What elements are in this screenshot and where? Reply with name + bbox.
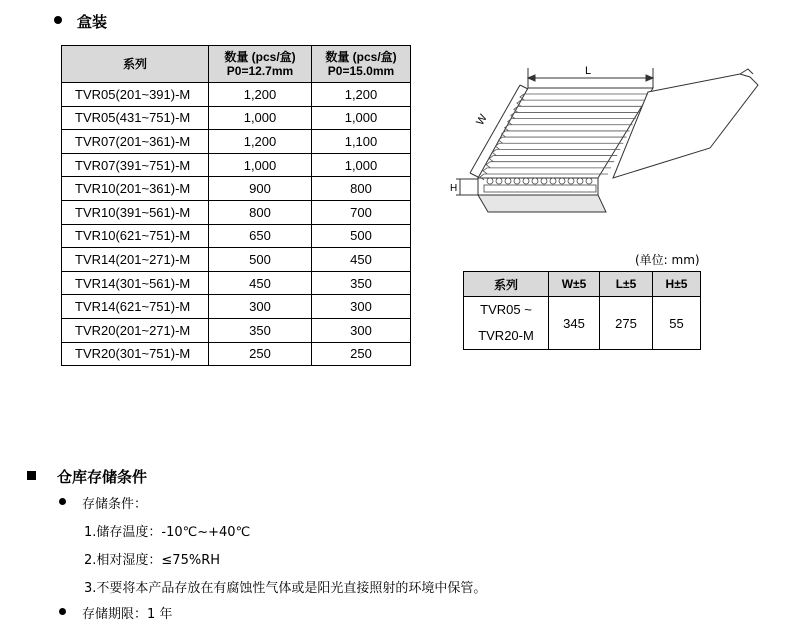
- series-cell: TVR05 ~ TVR20-M: [464, 297, 549, 350]
- qty-127-cell: 300: [209, 295, 312, 319]
- box-lid: [613, 74, 758, 178]
- header-l: L±5: [600, 272, 653, 297]
- qty-150-cell: 1,100: [312, 130, 411, 154]
- dim-l-arrow-right: [646, 75, 653, 81]
- qty-127-cell: 450: [209, 271, 312, 295]
- table-row: [62, 224, 411, 248]
- header-qty-127: 数量 (pcs/盒) P0=12.7mm: [209, 46, 312, 83]
- condition-humidity: 2.相对湿度：≤75%RH: [84, 553, 220, 568]
- qty-150-cell: 500: [312, 224, 411, 248]
- box-diagram: [448, 60, 768, 220]
- table-row: [62, 318, 411, 342]
- header-series: 系列: [464, 272, 549, 297]
- series-cell: TVR20(201~271)-M: [62, 318, 209, 342]
- series-cell: TVR05(201~391)-M: [62, 83, 209, 107]
- component-disc: [523, 178, 529, 184]
- component-disc: [568, 178, 574, 184]
- box-dimension-table: [463, 271, 701, 350]
- component-disc: [559, 178, 565, 184]
- section-title-storage: 仓库存储条件: [57, 468, 148, 486]
- series-cell: TVR05(431~751)-M: [62, 106, 209, 130]
- l-value: 275: [600, 297, 653, 350]
- series-cell: TVR20(301~751)-M: [62, 342, 209, 366]
- component-disc: [577, 178, 583, 184]
- table-row: [62, 295, 411, 319]
- series-cell: TVR10(621~751)-M: [62, 224, 209, 248]
- table-header-row: [62, 46, 411, 83]
- table-row: [62, 106, 411, 130]
- qty-127-cell: 1,000: [209, 106, 312, 130]
- table-row: [62, 342, 411, 366]
- condition-environment: 3.不要将本产品存放在有腐蚀性气体或是阳光直接照射的环境中保管。: [84, 581, 487, 596]
- section-square-bullet: [27, 471, 36, 480]
- w-value: 345: [549, 297, 600, 350]
- qty-127-cell: 900: [209, 177, 312, 201]
- storage-period: 存储期限：1 年: [82, 607, 173, 622]
- qty-150-cell: 300: [312, 318, 411, 342]
- h-value: 55: [653, 297, 701, 350]
- series-cell: TVR07(201~361)-M: [62, 130, 209, 154]
- qty-127-cell: 350: [209, 318, 312, 342]
- qty-127-cell: 800: [209, 200, 312, 224]
- table-row: [62, 83, 411, 107]
- series-cell: TVR10(201~361)-M: [62, 177, 209, 201]
- list-bullet: [59, 498, 66, 505]
- list-bullet: [59, 608, 66, 615]
- table-row: [62, 200, 411, 224]
- table-row: [62, 153, 411, 177]
- component-disc: [541, 178, 547, 184]
- series-cell: TVR14(301~561)-M: [62, 271, 209, 295]
- component-disc: [496, 178, 502, 184]
- component-disc: [550, 178, 556, 184]
- box-quantity-table: [61, 45, 411, 366]
- qty-127-cell: 500: [209, 248, 312, 272]
- qty-127-cell: 650: [209, 224, 312, 248]
- conditions-label: 存储条件：: [82, 497, 148, 512]
- tape-fold: [480, 174, 484, 180]
- series-cell: TVR10(391~561)-M: [62, 200, 209, 224]
- table-row: [62, 271, 411, 295]
- qty-150-cell: 1,000: [312, 153, 411, 177]
- section-bullet: [54, 16, 62, 24]
- header-series: 系列: [62, 46, 209, 83]
- table-row: [464, 297, 701, 350]
- table-row: [62, 130, 411, 154]
- table-header-row: [464, 272, 701, 297]
- dim-w-label: W: [474, 112, 490, 128]
- qty-150-cell: 1,200: [312, 83, 411, 107]
- qty-150-cell: 450: [312, 248, 411, 272]
- component-disc: [514, 178, 520, 184]
- section-title-box: 盒装: [77, 13, 108, 31]
- qty-127-cell: 1,200: [209, 130, 312, 154]
- component-disc: [487, 178, 493, 184]
- header-w: W±5: [549, 272, 600, 297]
- dim-w-ext-bottom: [470, 173, 478, 177]
- header-h: H±5: [653, 272, 701, 297]
- component-disc: [586, 178, 592, 184]
- box-lid-tab: [740, 69, 753, 74]
- table-row: [62, 248, 411, 272]
- box-bottom-face: [478, 195, 606, 212]
- qty-150-cell: 250: [312, 342, 411, 366]
- qty-127-cell: 250: [209, 342, 312, 366]
- component-disc: [505, 178, 511, 184]
- dim-h-label: H: [450, 183, 458, 194]
- qty-150-cell: 800: [312, 177, 411, 201]
- series-cell: TVR14(621~751)-M: [62, 295, 209, 319]
- qty-150-cell: 1,000: [312, 106, 411, 130]
- dim-w-ext-top: [520, 85, 528, 89]
- dim-l-arrow-left: [528, 75, 535, 81]
- condition-temperature: 1.储存温度：-10℃~+40℃: [84, 525, 251, 540]
- series-cell: TVR07(391~751)-M: [62, 153, 209, 177]
- qty-127-cell: 1,200: [209, 83, 312, 107]
- table-row: [62, 177, 411, 201]
- series-cell: TVR14(201~271)-M: [62, 248, 209, 272]
- unit-note: (单位: mm): [635, 253, 700, 267]
- header-qty-150: 数量 (pcs/盒) P0=15.0mm: [312, 46, 411, 83]
- qty-150-cell: 300: [312, 295, 411, 319]
- qty-150-cell: 700: [312, 200, 411, 224]
- qty-127-cell: 1,000: [209, 153, 312, 177]
- qty-150-cell: 350: [312, 271, 411, 295]
- dim-w-line: [470, 85, 520, 173]
- dim-l-label: L: [585, 65, 592, 77]
- tape-reel-row: [484, 185, 596, 192]
- component-disc: [532, 178, 538, 184]
